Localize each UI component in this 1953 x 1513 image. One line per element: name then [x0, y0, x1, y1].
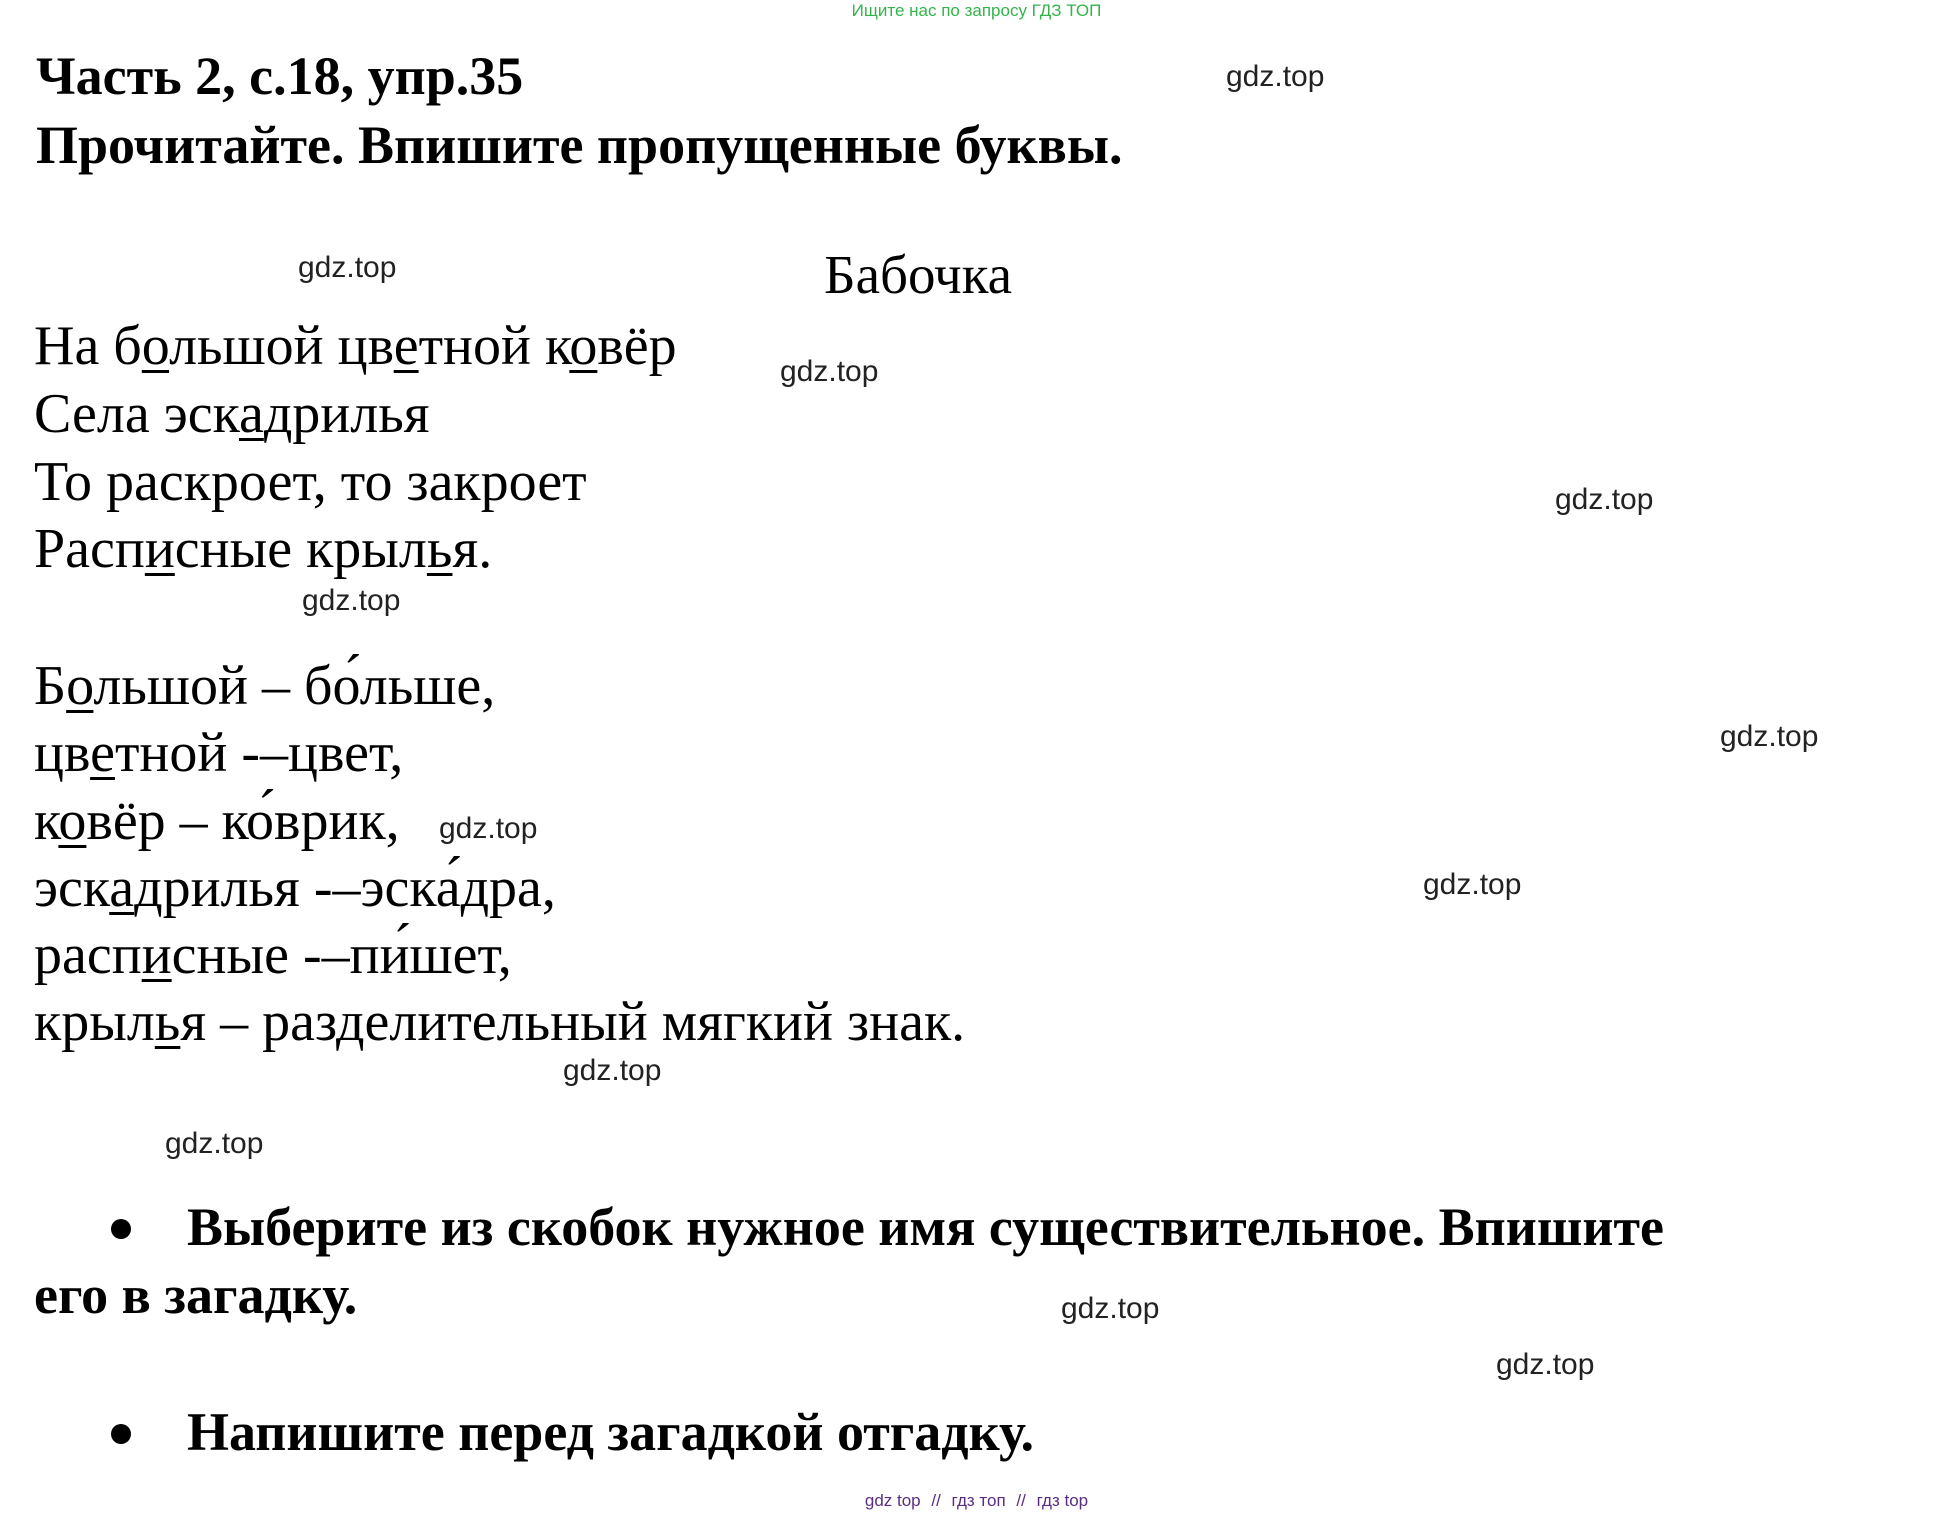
poem-title: Бабочка [824, 244, 1013, 305]
task-write-answer: Напишите перед загадкой отгадку. [111, 1398, 1034, 1466]
inserted-letter: и [141, 924, 172, 986]
inserted-letter: ь [154, 991, 181, 1053]
check-line: Большой – бо́льше, [34, 655, 496, 717]
top-banner[interactable]: Ищите нас по запросу ГДЗ ТОП [851, 1, 1102, 20]
watermark: gdz.top [563, 1054, 662, 1087]
check-line: крылья – разделительный мягкий знак. [34, 991, 966, 1053]
watermark: gdz.top [1496, 1348, 1595, 1381]
task-select-noun-cont: его в загадку. [34, 1265, 358, 1325]
inserted-letter: о [66, 655, 94, 717]
inserted-letter: о [141, 315, 170, 377]
footer-link[interactable]: гдз top [1036, 1491, 1089, 1510]
watermark: gdz.top [1423, 868, 1522, 901]
inserted-letter: о [58, 790, 87, 852]
watermark: gdz.top [1226, 60, 1325, 93]
watermark: gdz.top [1555, 483, 1654, 516]
footer-separator: // [1016, 1491, 1026, 1510]
bullet-icon [111, 1424, 131, 1444]
check-line: эскадрилья -–эска́дра, [34, 857, 556, 919]
inserted-letter: е [90, 722, 115, 784]
watermark: gdz.top [1061, 1292, 1160, 1325]
poem-line: Села эскадрилья [34, 383, 430, 445]
page-heading: Часть 2, с.18, упр.35 [36, 46, 524, 106]
watermark: gdz.top [165, 1127, 264, 1160]
check-line: расписные -–пи́шет, [34, 924, 512, 986]
inserted-letter: о [569, 315, 598, 377]
bullet-icon [111, 1219, 131, 1239]
watermark: gdz.top [1720, 720, 1819, 753]
task-select-noun: Выберите из скобок нужное имя существительное. Впишите [111, 1193, 1664, 1261]
watermark: gdz.top [302, 584, 401, 617]
inserted-letter: ь [426, 518, 453, 580]
footer-separator: // [931, 1491, 941, 1510]
inserted-letter: а [109, 857, 135, 919]
check-line: цветной -–цвет, [34, 722, 404, 784]
exercise-instruction: Прочитайте. Впишите пропущенные буквы. [36, 115, 1123, 175]
poem-line: На большой цветной ковёр [34, 315, 677, 377]
watermark: gdz.top [780, 355, 879, 388]
footer-links [0, 1491, 1953, 1511]
watermark: gdz.top [439, 812, 538, 845]
inserted-letter: и [144, 518, 175, 580]
inserted-letter: е [393, 315, 419, 377]
watermark: gdz.top [298, 251, 397, 284]
poem-line: Расписные крылья. [34, 518, 493, 580]
footer-link[interactable]: гдз топ [951, 1491, 1006, 1510]
inserted-letter: а [238, 383, 264, 445]
poem-line: То раскроет, то закроет [34, 451, 587, 513]
footer-link[interactable]: gdz top [864, 1491, 921, 1510]
check-line: ковёр – ко́врик, [34, 790, 400, 852]
